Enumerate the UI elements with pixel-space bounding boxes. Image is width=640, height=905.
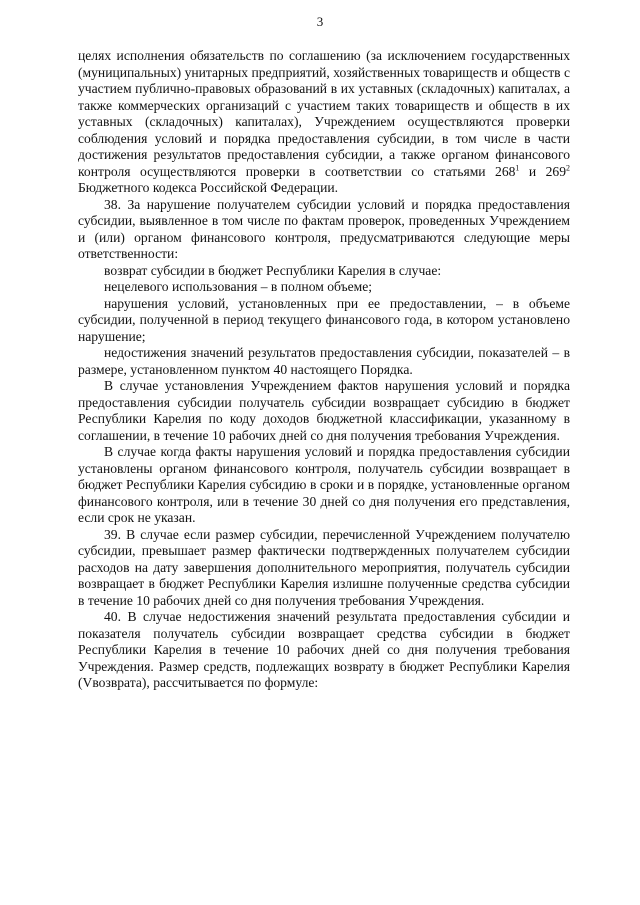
paragraph-control-case: В случае когда факты нарушения условий и порядка предоставления субсидии установлены органом финансового контроля, получатель субсидии возвращает в бюджет Республики Карелия субсидию в сроки и в порядке, установленные органом финансового контроля, или в течение 30 дней со дня получения его представления, если срок не указан. — [78, 444, 570, 525]
paragraph-39: 39. В случае если размер субсидии, перечисленной Учреждением получателю субсидии, превышает размер фактически подтвержденных получателем субсидии расходов на дату завершения дополнительного мероприятия, получатель субсидии возвращает в бюджет Республики Карелия излишне полученные средства субсидии в течение 10 рабочих дней со дня получения требования Учреждения. — [78, 526, 570, 608]
paragraph-institution-case: В случае установления Учреждением фактов нарушения условий и порядка предоставления субсидии получатель субсидии возвращает субсидию в бюджет Республики Карелия по коду доходов бюджетной классификации, указанному в соглашении, в течение 10 рабочих дней со дня получения требования Учреждения. — [78, 378, 570, 443]
paragraph-text: Бюджетного кодекса Российской Федерации. — [78, 180, 339, 195]
superscript: 2 — [566, 162, 570, 172]
paragraph-continuation — [78, 48, 570, 197]
paragraph-misuse: нецелевого использования – в полном объеме; — [104, 279, 373, 294]
paragraph-non-achievement: недостижения значений результатов предоставления субсидии, показателей – в размере, установленном пунктом 40 настоящего Порядка. — [78, 345, 570, 377]
paragraph-text: и 269 — [519, 163, 566, 179]
document-body — [78, 48, 570, 692]
paragraph-refund: возврат субсидии в бюджет Республики Карелия в случае: — [104, 262, 442, 278]
paragraph-violation: нарушения условий, установленных при ее предоставлении, – в объеме субсидии, полученной в период текущего финансового года, в котором установлено нарушение; — [78, 295, 570, 344]
paragraph-38: 38. За нарушение получателем субсидии условий и порядка предоставления субсидии, выявленное в том числе по фактам проверок, проведенных Учреждением и (или) органом финансового контроля, предусматриваются следующие меры ответственности: — [78, 196, 570, 261]
page-number: 3 — [316, 14, 324, 29]
superscript: 1 — [515, 162, 520, 172]
paragraph-text: целях исполнения обязательств по соглашению (за исключением государственных (муниципальных) унитарных предприятий, хозяйственных товариществ и обществ с участием публично-правовых образований в их уставных (складочных) капиталах, а также коммерческих организаций с участием таких товариществ и обществ в их уставных (складочных) капиталах), Учреждением осуществляются проверки соблюдения условий и порядка предоставления субсидии, в том числе в части достижения результатов предоставления субсидии, а также органом финансового контроля осуществляются проверки в соответствии со статьями 268 — [78, 48, 570, 179]
paragraph-40: 40. В случае недостижения значений результата предоставления субсидии и показателя получатель субсидии возвращает средства субсидии в бюджет Республики Карелия в течение 10 рабочих дней со дня получения требования Учреждения. Размер средств, подлежащих возврату в бюджет Республики Карелия (Vвозврата), рассчитывается по формуле: — [78, 609, 570, 690]
